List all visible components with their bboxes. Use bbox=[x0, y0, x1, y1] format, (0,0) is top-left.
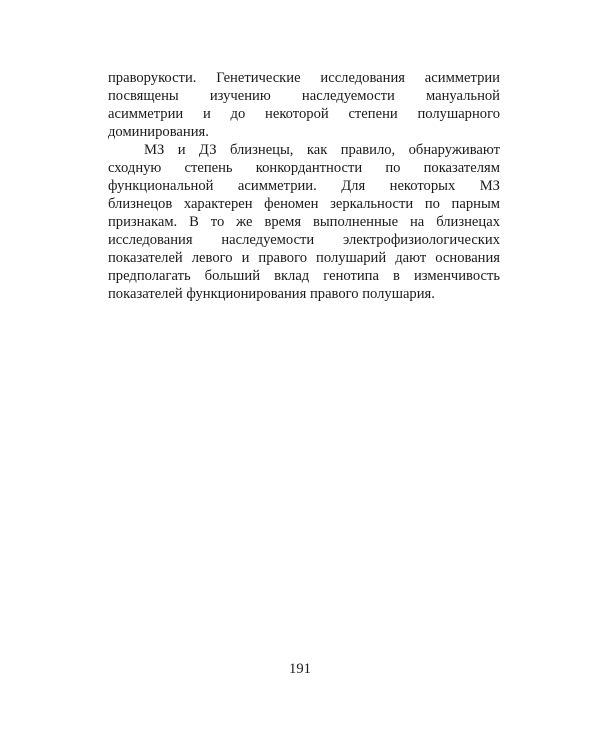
text-line: праворукости. Генетические исследования асимметрии bbox=[108, 70, 500, 86]
text-line: показателей функционирования правого полушария. bbox=[108, 286, 435, 302]
text-line: посвящены изучению наследуемости мануальной bbox=[108, 88, 500, 104]
text-line: сходную степень конкордантности по показателям bbox=[108, 160, 500, 176]
text-line: показателей левого и правого полушарий дают основания bbox=[108, 250, 500, 266]
paragraph-2 bbox=[108, 141, 500, 303]
paragraph-1 bbox=[108, 69, 500, 141]
text-line: функциональной асимметрии. Для некоторых МЗ bbox=[108, 178, 500, 194]
text-line: МЗ и ДЗ близнецы, как правило, обнаруживают bbox=[144, 142, 500, 158]
text-line: признакам. В то же время выполненные на близнецах bbox=[108, 214, 500, 230]
text-line: предполагать больший вклад генотипа в изменчивость bbox=[108, 268, 500, 284]
page-number: 191 bbox=[289, 661, 311, 677]
body-text bbox=[108, 69, 500, 303]
text-line: доминирования. bbox=[108, 124, 209, 140]
text-line: близнецов характерен феномен зеркальности по парным bbox=[108, 196, 500, 212]
text-line: асимметрии и до некоторой степени полушарного bbox=[108, 106, 500, 122]
text-line: исследования наследуемости электрофизиологических bbox=[108, 232, 500, 248]
